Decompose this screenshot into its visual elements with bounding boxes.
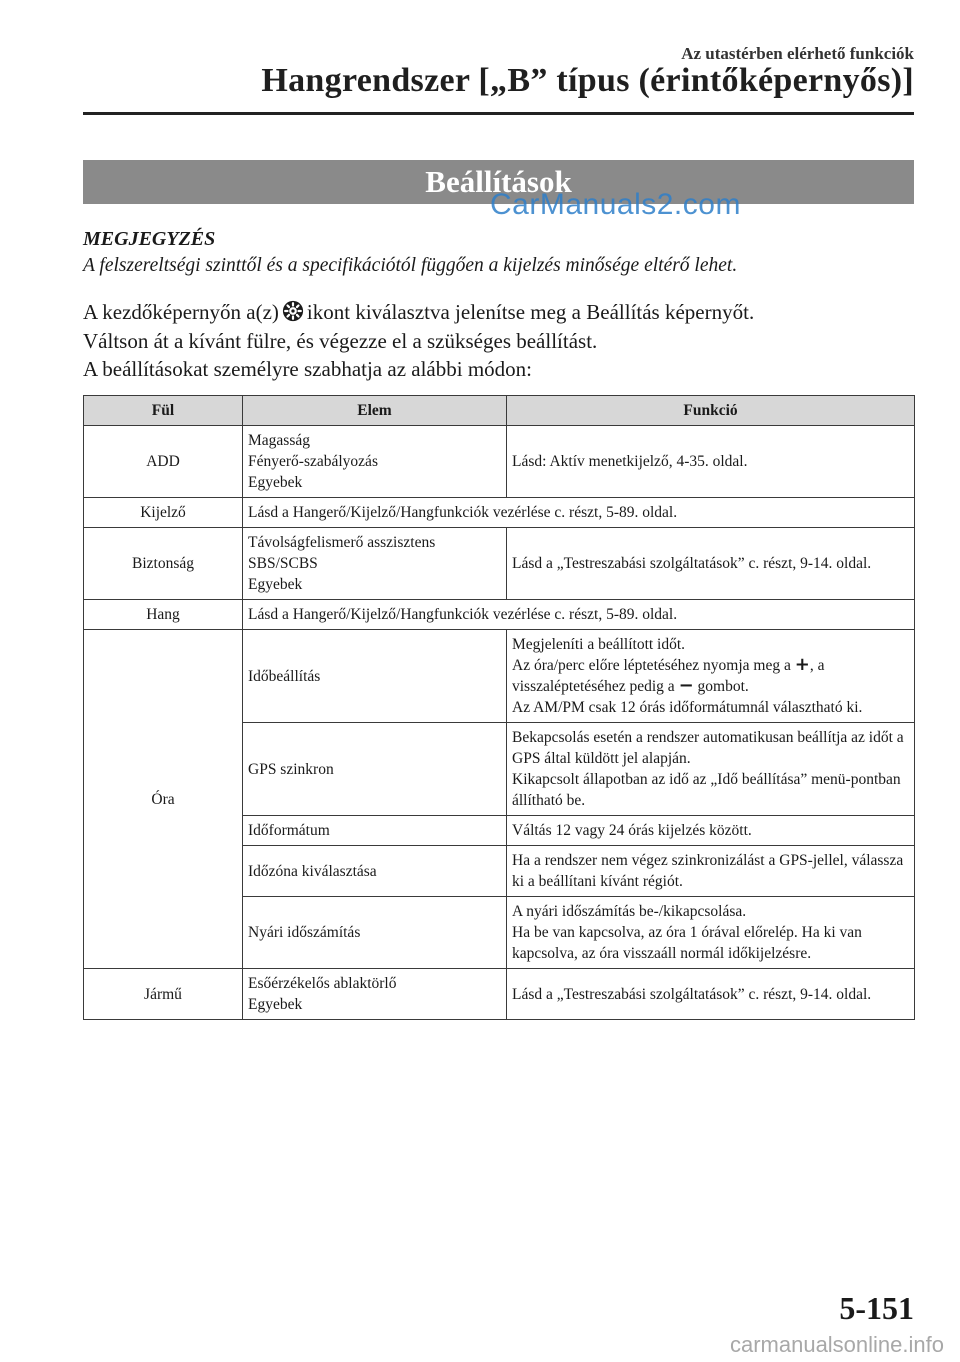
func-line: Az AM/PM csak 12 órás időformátumnál választható ki. bbox=[512, 699, 863, 716]
func-text: gombot. bbox=[697, 678, 749, 695]
func-cell: Lásd a Hangerő/Kijelző/Hangfunkciók vezérlése c. részt, 5-89. oldal. bbox=[243, 498, 915, 528]
page-title: Hangrendszer [„B” típus (érintőképernyős)] bbox=[261, 62, 914, 99]
page-number: 5-151 bbox=[839, 1290, 914, 1326]
func-cell: Lásd a Hangerő/Kijelző/Hangfunkciók vezérlése c. részt, 5-89. oldal. bbox=[243, 600, 915, 630]
func-line bbox=[512, 655, 909, 676]
tab-cell: ADD bbox=[84, 426, 243, 498]
elem-item: Egyebek bbox=[248, 576, 303, 593]
header-elem: Elem bbox=[243, 396, 507, 426]
elem-cell: GPS szinkron bbox=[243, 723, 507, 816]
intro-line-1-post: ikont kiválasztva jelenítse meg a Beállítás képernyőt. bbox=[306, 300, 755, 324]
func-line bbox=[512, 676, 909, 697]
func-cell: Lásd: Aktív menetkijelző, 4-35. oldal. bbox=[507, 426, 915, 498]
func-line: Kikapcsolt állapotban az idő az „Idő beállítása” menü-pontban állítható be. bbox=[512, 771, 901, 809]
func-line: Bekapcsolás esetén a rendszer automatikusan beállítja az időt a GPS által küldött jel alapján. bbox=[512, 729, 904, 767]
func-line: Megjeleníti a beállított időt. bbox=[512, 636, 686, 653]
elem-cell bbox=[243, 426, 507, 498]
elem-cell: Időformátum bbox=[243, 816, 507, 846]
func-text: Az óra/perc előre léptetéséhez nyomja meg a bbox=[512, 657, 791, 674]
func-line: A nyári időszámítás be-/kikapcsolása. bbox=[512, 903, 747, 920]
func-cell: Ha a rendszer nem végez szinkronizálást a GPS-jellel, válassza ki a beállítani kívánt régiót. bbox=[507, 846, 915, 897]
elem-cell: Nyári időszámítás bbox=[243, 897, 507, 969]
elem-item: Magasság bbox=[248, 432, 310, 449]
func-cell bbox=[507, 723, 915, 816]
elem-item: SBS/SCBS bbox=[248, 555, 318, 572]
tab-cell: Biztonság bbox=[84, 528, 243, 600]
settings-table bbox=[83, 395, 915, 1020]
elem-item: Esőérzékelős ablaktörlő bbox=[248, 975, 397, 992]
intro-line-2: Váltson át a kívánt fülre, és végezze el a szükséges beállítást. bbox=[83, 329, 598, 353]
table-row-kijelzo bbox=[84, 498, 915, 528]
table-row-hang bbox=[84, 600, 915, 630]
intro-line-1 bbox=[83, 298, 754, 326]
gear-icon bbox=[282, 300, 304, 322]
footer-watermark: carmanualsonline.info bbox=[729, 1332, 944, 1357]
note-text: A felszereltségi szinttől és a specifikációtól függően a kijelzés minősége eltérő lehet. bbox=[83, 255, 738, 276]
section-banner: Beállítások bbox=[83, 160, 914, 204]
tab-cell: Hang bbox=[84, 600, 243, 630]
func-cell: Lásd a „Testreszabási szolgáltatások” c. részt, 9-14. oldal. bbox=[507, 528, 915, 600]
elem-item: Egyebek bbox=[248, 474, 303, 491]
elem-item: Fényerő-szabályozás bbox=[248, 453, 378, 470]
elem-cell: Időbeállítás bbox=[243, 630, 507, 723]
table-row-ora-idobeallitas bbox=[84, 630, 915, 723]
note-title: MEGJEGYZÉS bbox=[83, 228, 216, 250]
func-cell: Váltás 12 vagy 24 órás kijelzés között. bbox=[507, 816, 915, 846]
table-row-jarmu bbox=[84, 969, 915, 1020]
intro-line-1-pre: A kezdőképernyőn a(z) bbox=[83, 300, 279, 324]
table-row-add bbox=[84, 426, 915, 498]
elem-cell bbox=[243, 969, 507, 1020]
func-text: , a bbox=[809, 657, 825, 674]
elem-cell: Időzóna kiválasztása bbox=[243, 846, 507, 897]
tab-cell: Kijelző bbox=[84, 498, 243, 528]
watermark: CarManuals2.com bbox=[490, 188, 741, 221]
header-tab: Fül bbox=[84, 396, 243, 426]
func-text: visszaléptetéséhez pedig a bbox=[512, 678, 675, 695]
elem-item: Egyebek bbox=[248, 996, 303, 1013]
intro-line-3: A beállításokat személyre szabhatja az alábbi módon: bbox=[83, 357, 532, 381]
tab-cell: Óra bbox=[84, 630, 243, 969]
elem-cell bbox=[243, 528, 507, 600]
header-divider bbox=[83, 112, 914, 115]
func-cell bbox=[507, 630, 915, 723]
table-row-biztonsag bbox=[84, 528, 915, 600]
minus-icon: − bbox=[678, 675, 694, 696]
tab-cell: Jármű bbox=[84, 969, 243, 1020]
func-cell bbox=[507, 897, 915, 969]
section-header: Az utastérben elérhető funkciók bbox=[681, 44, 914, 63]
elem-item: Távolságfelismerő asszisztens bbox=[248, 534, 436, 551]
plus-icon: + bbox=[794, 654, 810, 675]
func-line: Ha be van kapcsolva, az óra 1 órával előrelép. Ha ki van kapcsolva, az óra visszaáll normál időkijelzésre. bbox=[512, 924, 862, 962]
func-cell: Lásd a „Testreszabási szolgáltatások” c. részt, 9-14. oldal. bbox=[507, 969, 915, 1020]
header-func: Funkció bbox=[507, 396, 915, 426]
table-header-row bbox=[84, 396, 915, 426]
